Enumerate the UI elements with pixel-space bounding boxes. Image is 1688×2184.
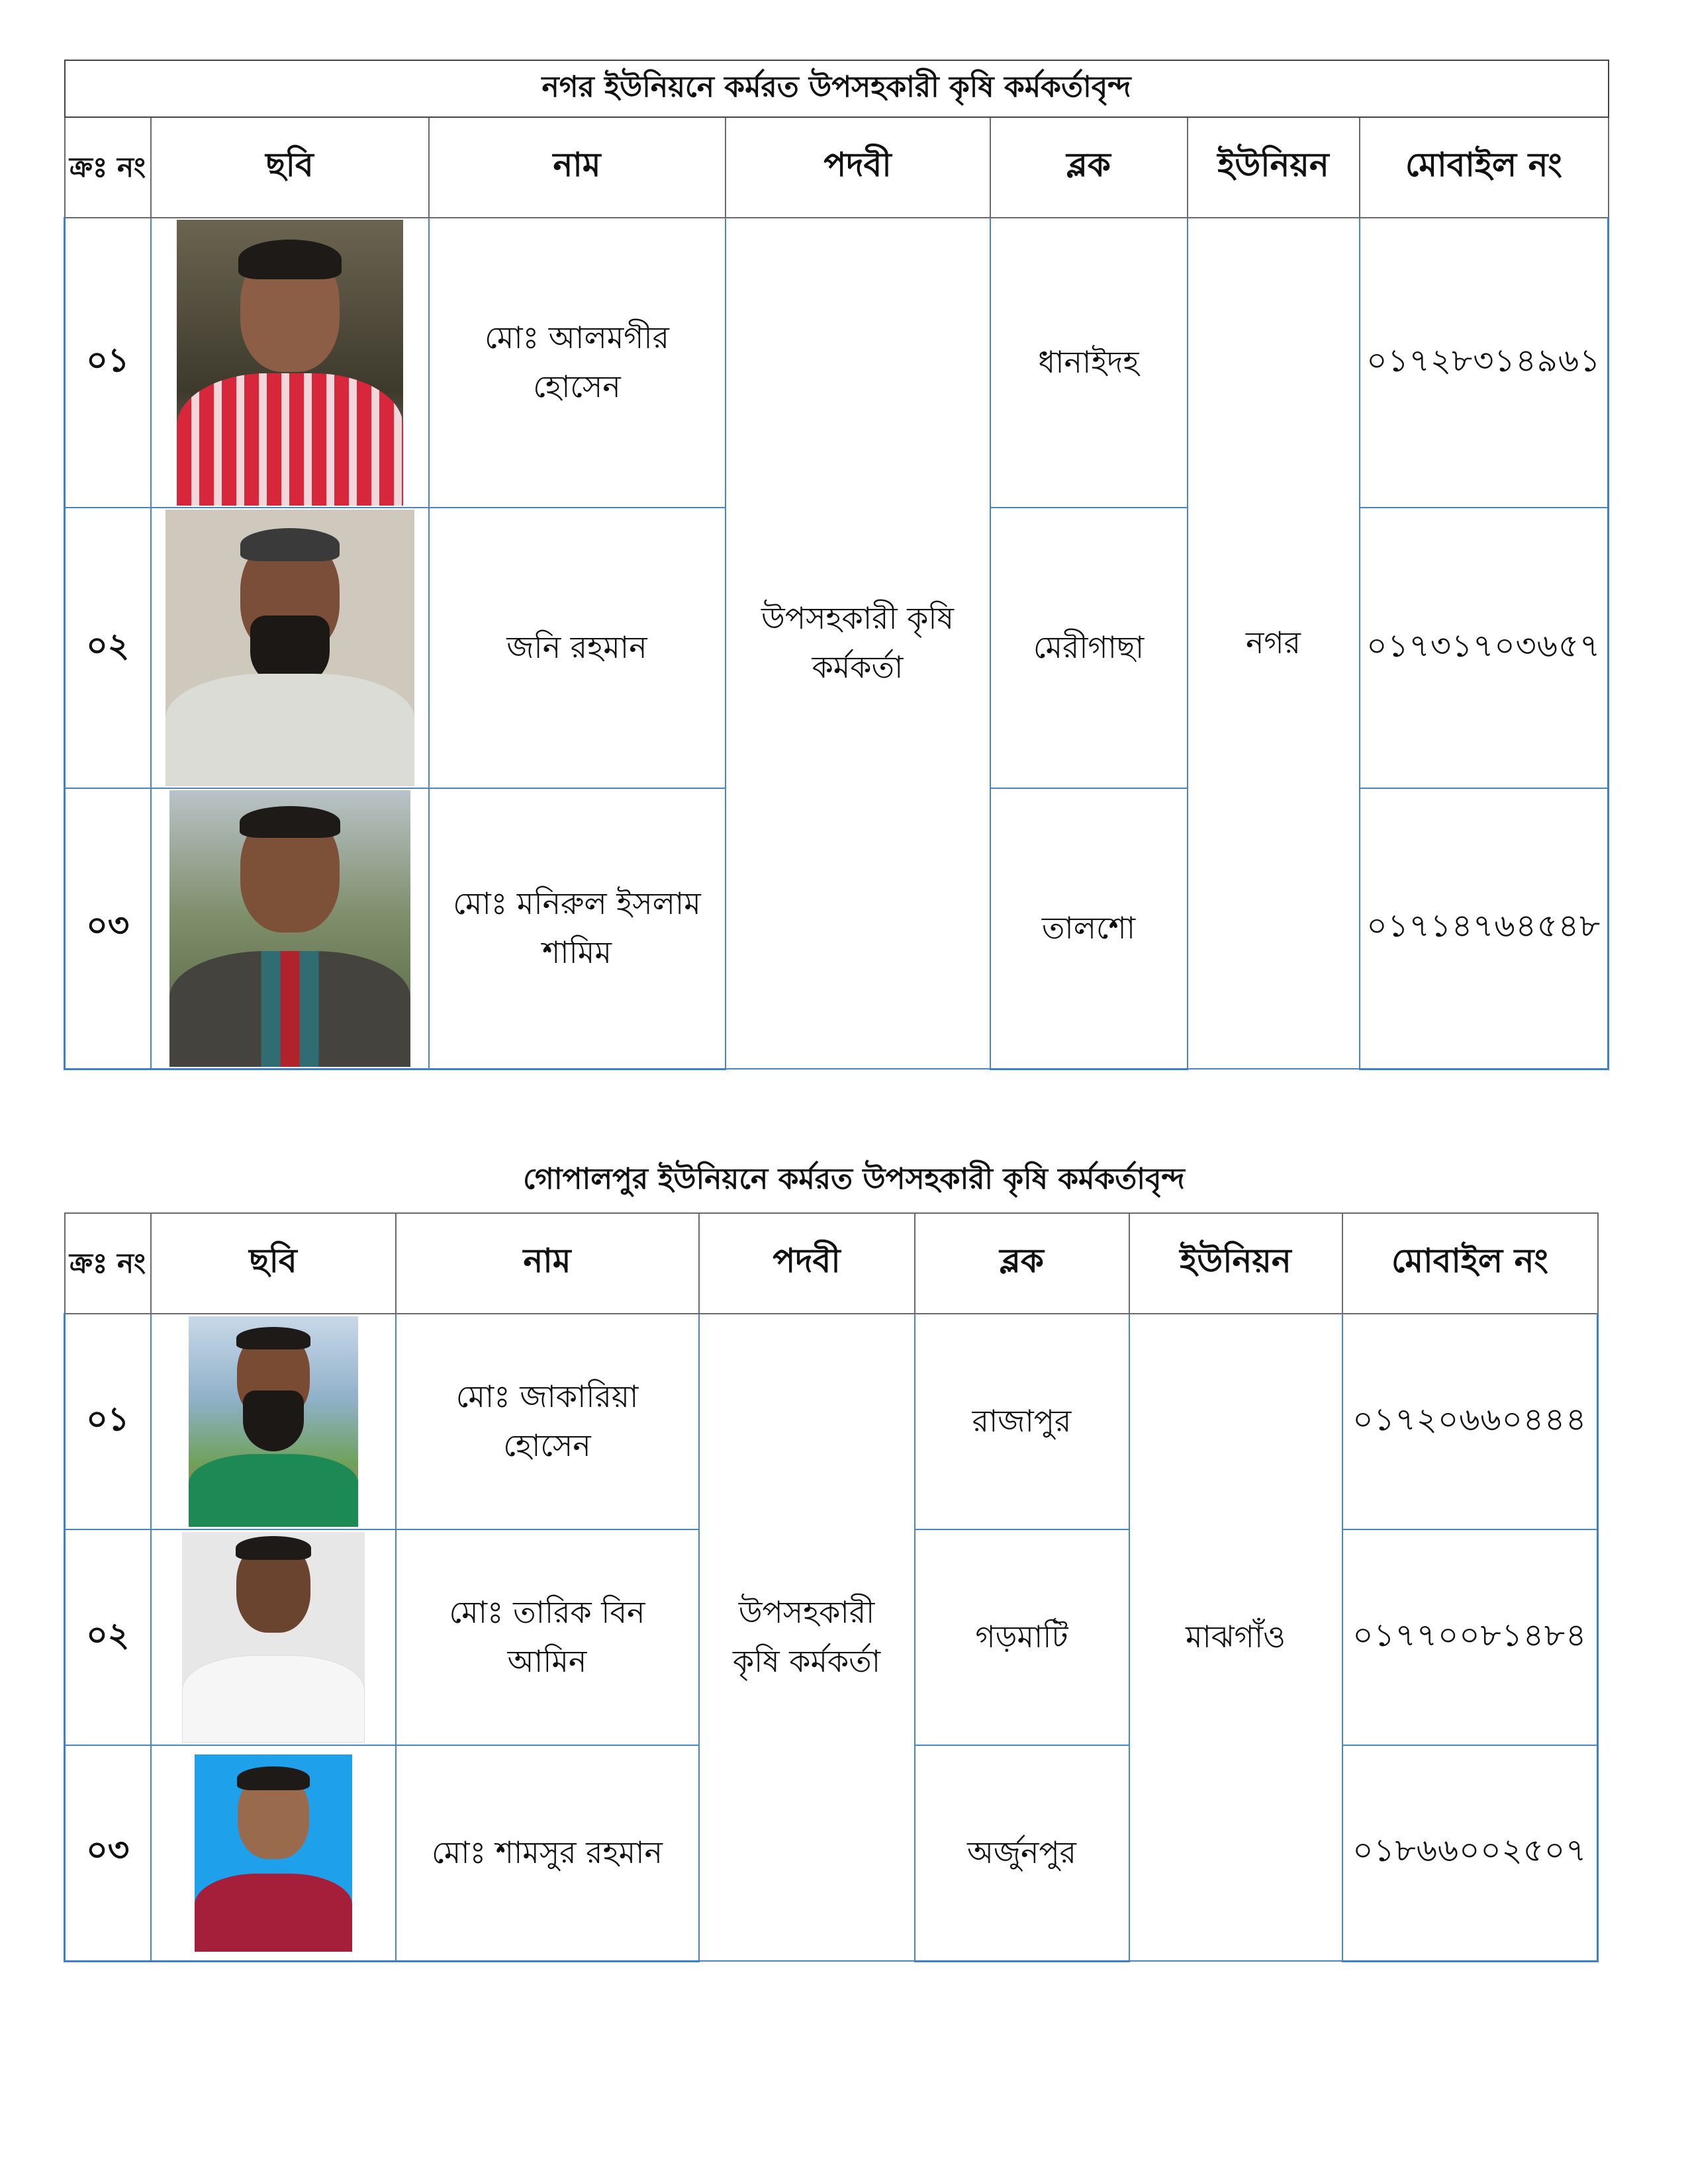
officer-photo bbox=[177, 220, 403, 506]
table-title: গোপালপুর ইউনিয়নে কর্মরত উপসহকারী কৃষি কর্মকর্তাবৃন্দ bbox=[523, 1162, 1185, 1196]
name-cell: মোঃ জাকারিয়া হোসেন bbox=[396, 1314, 699, 1529]
header-block: ব্লক bbox=[915, 1213, 1129, 1314]
union-cell: মাঝগাঁও bbox=[1129, 1314, 1342, 1961]
officer-photo bbox=[169, 790, 410, 1067]
name-cell: মোঃ আলমগীর হোসেন bbox=[429, 218, 726, 508]
table-title: নগর ইউনিয়নে কর্মরত উপসহকারী কৃষি কর্মকর্তাবৃন্দ bbox=[65, 60, 1609, 117]
name-cell: মোঃ শামসুর রহমান bbox=[396, 1745, 699, 1961]
staff-table-gopalpur bbox=[64, 1212, 1599, 1962]
staff-table-nagar bbox=[64, 60, 1609, 1070]
serial-cell: ০১ bbox=[65, 218, 151, 508]
header-name: নাম bbox=[396, 1213, 699, 1314]
table-row bbox=[65, 1314, 1598, 1529]
header-designation: পদবী bbox=[726, 117, 990, 218]
name-cell: জনি রহমান bbox=[429, 508, 726, 788]
name-cell: মোঃ তারিক বিন আমিন bbox=[396, 1529, 699, 1745]
header-mobile: মোবাইল নং bbox=[1342, 1213, 1598, 1314]
block-cell: ধানাইদহ bbox=[990, 218, 1188, 508]
mobile-cell: ০১৭১৪৭৬৪৫৪৮ bbox=[1360, 788, 1609, 1069]
mobile-cell: ০১৭৭০০৮১৪৮৪ bbox=[1342, 1529, 1598, 1745]
block-cell: রাজাপুর bbox=[915, 1314, 1129, 1529]
header-union: ইউনিয়ন bbox=[1129, 1213, 1342, 1314]
mobile-cell: ০১৭২০৬৬০৪৪৪ bbox=[1342, 1314, 1598, 1529]
table-row bbox=[65, 218, 1609, 508]
officer-photo bbox=[195, 1754, 352, 1952]
name-cell: মোঃ মনিরুল ইসলাম শামিম bbox=[429, 788, 726, 1069]
header-photo: ছবি bbox=[151, 117, 429, 218]
mobile-cell: ০১৭২৮৩১৪৯৬১ bbox=[1360, 218, 1609, 508]
block-cell: অর্জুনপুর bbox=[915, 1745, 1129, 1961]
serial-cell: ০১ bbox=[65, 1314, 151, 1529]
serial-cell: ০৩ bbox=[65, 788, 151, 1069]
photo-cell bbox=[151, 1529, 396, 1745]
photo-cell bbox=[151, 218, 429, 508]
designation-cell: উপসহকারী কৃষি কর্মকর্তা bbox=[699, 1314, 915, 1961]
header-serial: ক্রঃ নং bbox=[65, 1213, 151, 1314]
header-serial: ক্রঃ নং bbox=[65, 117, 151, 218]
union-cell: নগর bbox=[1188, 218, 1360, 1069]
header-designation: পদবী bbox=[699, 1213, 915, 1314]
photo-cell bbox=[151, 1314, 396, 1529]
header-name: নাম bbox=[429, 117, 726, 218]
photo-cell bbox=[151, 788, 429, 1069]
photo-cell bbox=[151, 1745, 396, 1961]
header-block: ব্লক bbox=[990, 117, 1188, 218]
mobile-cell: ০১৭৩১৭০৩৬৫৭ bbox=[1360, 508, 1609, 788]
officer-photo bbox=[182, 1532, 365, 1743]
photo-cell bbox=[151, 508, 429, 788]
designation-cell: উপসহকারী কৃষি কর্মকর্তা bbox=[726, 218, 990, 1069]
officer-photo bbox=[189, 1316, 358, 1527]
mobile-cell: ০১৮৬৬০০২৫০৭ bbox=[1342, 1745, 1598, 1961]
officer-photo bbox=[165, 510, 414, 786]
header-photo: ছবি bbox=[151, 1213, 396, 1314]
serial-cell: ০২ bbox=[65, 1529, 151, 1745]
serial-cell: ০৩ bbox=[65, 1745, 151, 1961]
header-union: ইউনিয়ন bbox=[1188, 117, 1360, 218]
block-cell: গড়মাটি bbox=[915, 1529, 1129, 1745]
serial-cell: ০২ bbox=[65, 508, 151, 788]
block-cell: মেরীগাছা bbox=[990, 508, 1188, 788]
block-cell: তালশো bbox=[990, 788, 1188, 1069]
header-mobile: মোবাইল নং bbox=[1360, 117, 1609, 218]
